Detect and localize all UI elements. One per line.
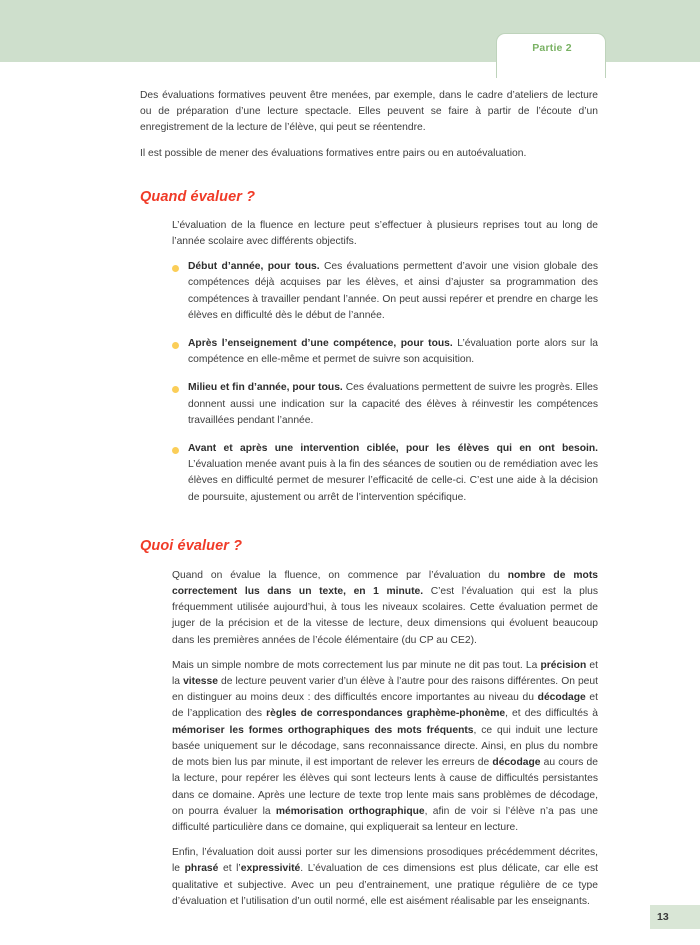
quoi-p2-seg3: de lecture peuvent varier d’un élève à l’autre pour des raisons différentes. On peut en distinguer au moins deux : des difficultés encore importantes au niveau du	[172, 676, 598, 704]
section-quoi-heading-block	[140, 538, 598, 554]
quoi-p2-seg5: , et des difficultés à	[505, 708, 598, 720]
bullet-dot-icon	[172, 342, 179, 349]
section-quand-intro-wrap	[172, 218, 598, 250]
quoi-paragraph-3	[172, 845, 598, 910]
quoi-p2-bold7: mémorisation orthographique	[275, 805, 425, 817]
bullet-lead: Après l’enseignement d’une compétence, pour tous.	[188, 338, 453, 350]
quoi-p3-seg1: Enfin, l’évaluation doit aussi porter sur les dimensions prosodiques précédemment décrites, le	[172, 847, 598, 875]
list-item	[172, 380, 598, 429]
quoi-p1-seg1: Quand on évalue la fluence, on commence par l’évaluation du	[172, 569, 508, 581]
quoi-p2-bold3: décodage	[537, 692, 586, 704]
section-quand-intro: L’évaluation de la fluence en lecture peut s’effectuer à plusieurs reprises tout au long de l’année scolaire avec différents objectifs.	[172, 219, 598, 248]
list-item	[172, 441, 598, 506]
page-number: 13	[657, 911, 669, 923]
section-quand-title: Quand évaluer ?	[140, 188, 256, 205]
quoi-p2-seg4: et de l’application des	[172, 692, 598, 720]
quoi-p3-seg3: . L’évaluation de ces dimensions est plus délicate, car elle est qualitative et subjective. Avec un peu d’entrainement, une pratique régulière de ce type d’évaluation et l’utilisation d’un outil normé, elle est aisément réalisable par les enseignants.	[172, 863, 598, 907]
quoi-p2-bold5: mémoriser les formes orthographiques des mots fréquents	[172, 724, 474, 736]
bullet-rest: L’évaluation porte alors sur la compétence en elle-même et permet de suivre son acquisition.	[188, 338, 598, 366]
quoi-p2-seg6: , ce qui induit une lecture basée uniquement sur le décodage, sans reconnaissance directe. Ainsi, en plus du nombre de mots bien lus par minute, il est important de relever les erreurs de	[172, 724, 599, 769]
section-quoi-body	[172, 568, 598, 910]
page-content	[140, 88, 598, 919]
quoi-p2-bold1: précision	[540, 659, 587, 671]
quand-bullet-list	[172, 259, 598, 506]
section-quoi-title: Quoi évaluer ?	[140, 537, 243, 554]
bullet-dot-icon	[172, 386, 179, 393]
quoi-p3-bold2: expressivité	[240, 863, 301, 875]
bullet-dot-icon	[172, 265, 179, 272]
bullet-rest: L’évaluation menée avant puis à la fin des séances de soutien ou de remédiation avec les élèves en difficulté permet de mesurer l’efficacité de celle-ci. C’est une aide à la décision de poursuite, ajustement ou arrêt de l’intervention spécifique.	[188, 459, 598, 503]
bullet-lead: Début d’année, pour tous.	[188, 261, 320, 273]
bullet-rest: Ces évaluations permettent de suivre les progrès. Elles donnent aussi une indication sur la capacité des élèves à réinvestir les compétences travaillées pendant l’année.	[188, 382, 599, 426]
quoi-p2-seg8: , afin de voir si l’élève n’a pas une difficulté particulière dans ce domaine, qui expliquerait sa lenteur en lecture.	[172, 805, 598, 833]
quoi-p2-bold2: vitesse	[183, 676, 218, 688]
part-tab-label: Partie 2	[532, 42, 572, 54]
quoi-paragraph-1	[172, 568, 598, 649]
quoi-p2-seg7: au cours de la lecture, pour repérer les élèves qui sont lecteurs lents à cause de difficultés persistantes dans ce domaine. Après une lecture de texte trop lente mais sans problèmes de décodage, on pourra évaluer la	[172, 757, 598, 817]
bullet-lead: Avant et après une intervention ciblée, pour les élèves qui en ont besoin.	[188, 443, 598, 455]
intro-paragraph-2: Il est possible de mener des évaluations formatives entre pairs ou en autoévaluation.	[140, 147, 527, 159]
quoi-paragraph-2	[172, 658, 598, 836]
bullet-rest: Ces évaluations permettent d’avoir une vision globale des compétences déjà acquises par les élèves, et ainsi d’ajuster sa programmation des compétences à travailler pendant l’année. On peut aussi repérer et prendre en charge les élèves en difficulté dès le début de l’année.	[188, 261, 598, 321]
bullet-dot-icon	[172, 447, 179, 454]
list-item	[172, 259, 598, 324]
intro-block	[140, 88, 598, 162]
section-quand-heading-block	[140, 189, 598, 205]
quoi-p1-bold1: nombre de mots correctement lus dans un texte, en 1 minute.	[172, 569, 598, 598]
quoi-p1-seg2: C’est l’évaluation qui est la plus fréquemment utilisée aujourd’hui, à tous les niveaux scolaires. Cette évaluation permet de juger de la précision et de la vitesse de lecture, deux dimensions qui évoluent beaucoup dans les premières années de l’école élémentaire (du CP au CE2).	[172, 586, 598, 646]
quoi-p2-seg1: Mais un simple nombre de mots correctement lus par minute ne dit pas tout. La	[172, 659, 541, 671]
quoi-p2-seg2: et la	[172, 659, 598, 688]
bullet-lead: Milieu et fin d’année, pour tous.	[188, 382, 343, 394]
quoi-p2-bold6: décodage	[492, 757, 541, 769]
quoi-p3-seg2: et l’	[218, 863, 241, 875]
intro-paragraph-1: Des évaluations formatives peuvent être menées, par exemple, dans le cadre d’ateliers de lecture ou de préparation d’une lecture spectacle. Elles peuvent se faire à partir de l’écoute d’un enregistrement de la lecture de l’élève, qui peut se réentendre.	[140, 90, 598, 134]
list-item	[172, 336, 598, 368]
quoi-p2-bold4: règles de correspondances graphème-phonème	[266, 708, 506, 720]
quoi-p3-bold1: phrasé	[184, 863, 219, 875]
part-tab	[496, 33, 606, 78]
